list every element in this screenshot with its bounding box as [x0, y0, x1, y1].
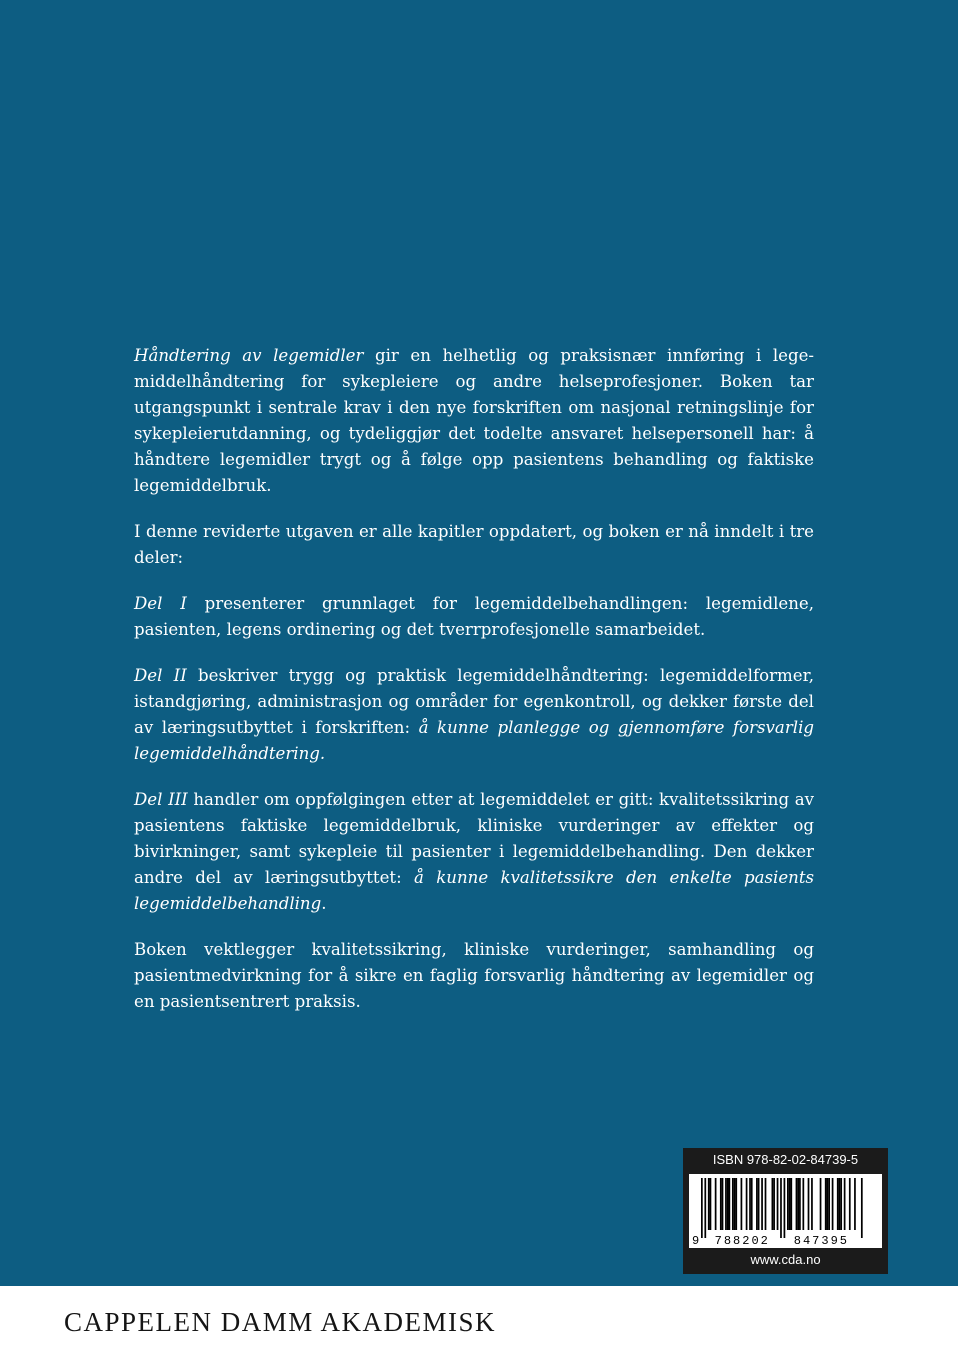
body-text: gir en helhetlig og praksisnær innføring i legemiddelhåndtering for sykepleiere og andre helseprofesjoner. Boken tar utgangspunkt i sentrale krav i den nye forskriften om nasjonal retningslinje for sykepleierutdanning, og tydeliggjør det todelte ansvaret helsepersonell har: å håndtere legemidler trygt og å følge opp pasientens behandling og faktiske legemiddelbruk. [134, 346, 815, 495]
barcode-digits: 788202 [714, 1234, 770, 1248]
barcode-bar [796, 1178, 798, 1230]
body-text: handler om oppfølgingen etter at legemiddelet er gitt: kvalitetssikring av pasientens faktiske legemiddelbruk, kliniske vurderinger av effekter og bivirkninger, samt sykepleie til pasienter i legemiddelbehandling. Den dekker andre del av læringsutbyttet: [134, 790, 814, 887]
barcode-bar [832, 1178, 834, 1230]
barcode-bar [729, 1178, 731, 1230]
barcode-bar [715, 1178, 717, 1230]
blurb-paragraph [134, 343, 814, 499]
barcode-bar [790, 1178, 792, 1230]
body-text: . [321, 894, 327, 913]
barcode-bar [780, 1178, 782, 1238]
barcode-bar [787, 1178, 789, 1230]
barcode-bar [765, 1178, 767, 1230]
blurb-paragraph [134, 663, 814, 767]
barcode-bar [828, 1178, 830, 1230]
barcode-bar [802, 1178, 804, 1230]
blurb-paragraph [134, 787, 814, 917]
italic-text: å kunne planlegge og gjennomføre forsvarlig legemiddelhåndtering. [134, 718, 814, 763]
barcode-bar [727, 1178, 729, 1230]
barcode-bar [708, 1178, 710, 1230]
barcode-bar [720, 1178, 722, 1230]
barcode-bar [741, 1178, 743, 1230]
barcode-bar [758, 1178, 760, 1230]
barcode-bar [789, 1178, 791, 1230]
barcode-bar [725, 1178, 727, 1230]
blurb-text [134, 343, 814, 1035]
barcode-bar [735, 1178, 737, 1230]
barcode-bar [808, 1178, 810, 1230]
barcode-digits: 9 [692, 1234, 702, 1248]
barcode-bar [777, 1178, 779, 1230]
barcode-bar [811, 1178, 813, 1230]
barcode-bar [734, 1178, 736, 1230]
blurb-paragraph [134, 591, 814, 643]
body-text: I denne reviderte utgaven er alle kapitler oppdatert, og boken er nå inndelt i tre deler: [134, 522, 814, 567]
barcode-bar [761, 1178, 763, 1230]
barcode-bar [861, 1178, 863, 1238]
barcode-bar [820, 1178, 822, 1230]
italic-text: Del III [134, 790, 188, 809]
barcode-bar [837, 1178, 839, 1230]
barcode-bar [849, 1178, 851, 1230]
barcode-bar [701, 1178, 703, 1238]
publisher-url: www.cda.no [750, 1252, 821, 1267]
italic-text: Håndtering av legemidler [134, 346, 364, 365]
barcode-bar [854, 1178, 856, 1230]
barcode-bar [722, 1178, 724, 1230]
blurb-paragraph [134, 937, 814, 1015]
body-text: presenterer grunnlaget for legemiddelbehandlingen: legemidlene, pasienten, legens ordinering og det tverrprofesjonelle samarbeidet. [134, 594, 815, 639]
barcode-bar [710, 1178, 712, 1230]
barcode-bar [840, 1178, 842, 1230]
barcode-bar [797, 1178, 799, 1230]
body-text: Boken vektlegger kvalitetssikring, kliniske vurderinger, samhandling og pasientmedvirkning for å sikre en faglig forsvarlig håndtering av legemidler og en pasientsentrert praksis. [134, 940, 814, 1011]
barcode-bar [825, 1178, 827, 1230]
barcode-bar [839, 1178, 841, 1230]
blurb-paragraph [134, 519, 814, 571]
body-text: beskriver trygg og praktisk legemiddelhåndtering: legemiddelformer, istandgjøring, administrasjon og områder for egenkontroll, og dekker første del av læringsutbyttet i forskriften: [134, 666, 814, 737]
italic-text: Del I [134, 594, 187, 613]
publisher-logo: CAPPELEN DAMM AKADEMISK [64, 1307, 497, 1337]
isbn-box [683, 1148, 888, 1274]
barcode-bar [844, 1178, 846, 1230]
barcode-bar [756, 1178, 758, 1230]
barcode-bar [784, 1178, 786, 1238]
barcode-digits: 847395 [793, 1234, 850, 1248]
barcode-bar [773, 1178, 775, 1230]
barcode-bar [751, 1178, 753, 1230]
barcode-bar [704, 1178, 706, 1238]
barcode-bar [746, 1178, 748, 1230]
barcode-bar [749, 1178, 751, 1230]
barcode [689, 1174, 882, 1248]
barcode-bar [827, 1178, 829, 1230]
barcode-graphic [689, 1174, 882, 1248]
isbn-label: ISBN 978-82-02-84739-5 [712, 1152, 859, 1167]
italic-text: å kunne kvalitetssikre den enkelte pasients legemiddelbehandling [134, 868, 815, 913]
barcode-bar [732, 1178, 734, 1230]
barcode-bar [772, 1178, 774, 1230]
italic-text: Del II [134, 666, 187, 685]
barcode-bar [799, 1178, 801, 1230]
